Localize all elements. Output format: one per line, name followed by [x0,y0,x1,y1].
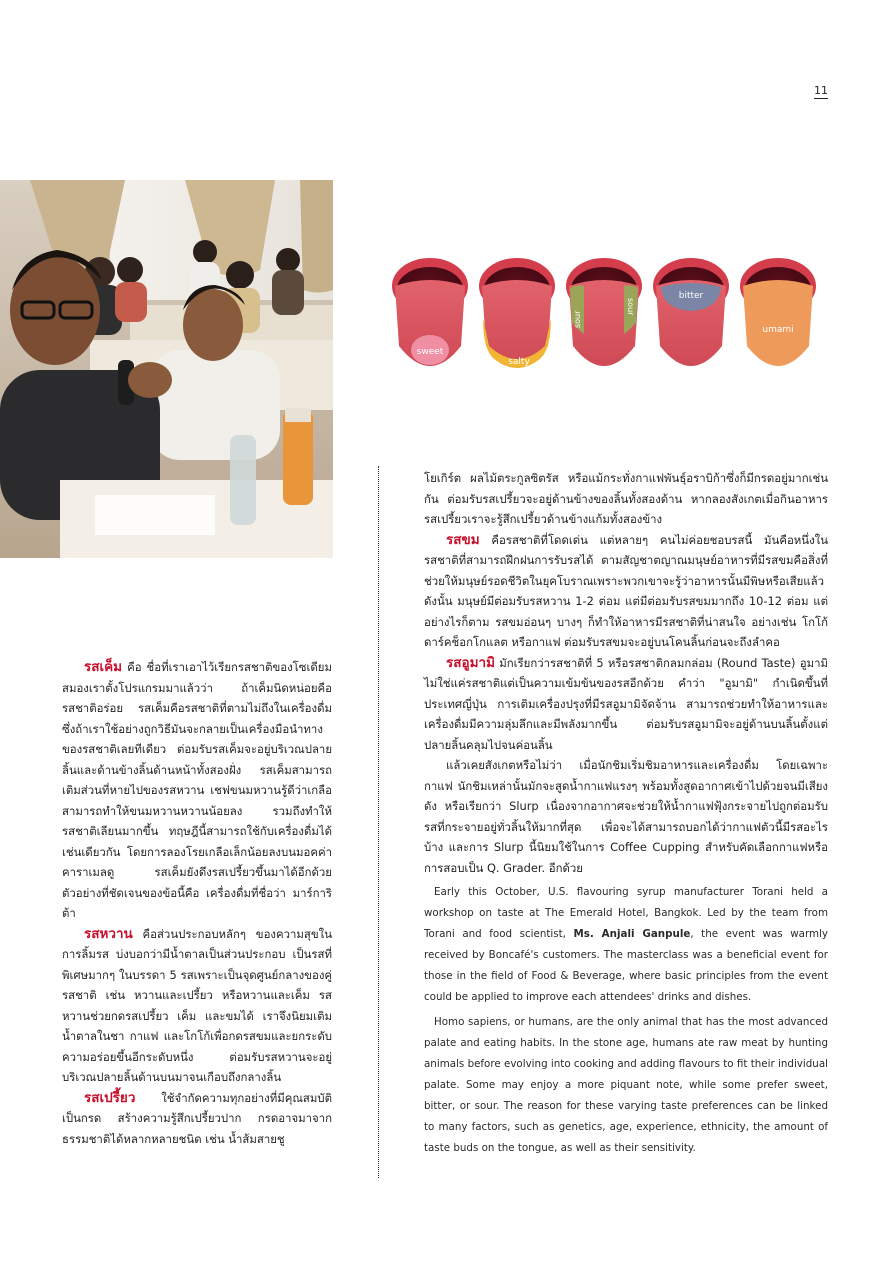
tongue-bitter [653,258,729,366]
label-bitter: bitter [678,291,704,301]
paragraph-sour [62,1088,332,1150]
english-text: Early this October, U.S. flavouring syrup manufacturer Torani held a workshop on taste at The Emerald Hotel, Bangkok. Led by the team from Torani and food scientist, [424,886,828,940]
text-sweet: คือส่วนประกอบหลักๆ ของความสุขในการลิ้มรส บ่งบอกว่ามีน้ำตาลเป็นส่วนประกอบ เป็นรสที่พิเศษมากๆ ในบรรดา 5 รสเพราะเป็นจุดศูนย์กลางของคู่รสชาติ เช่น หวานและเปรี้ยว หรือหวานและเค็ม รสหวานช่วยกดรสเปรี้ยว เค็ม และขมได้ เราจึงนิยมเติมน้ำตาลในชา กาแฟ และโกโก้เพื่อกดรสขมและยกระดับความอร่อยขึ้นอีกระดับหนึ่ง ต่อมรับรสหวานจะอยู่บริเวณปลายลิ้นด้านบนมาจนเกือบถึงกลางลิ้น [62,926,332,1084]
heading-sweet: รสหวาน [84,925,133,942]
speaker-name: Ms. Anjali Ganpule [573,928,691,940]
heading-bitter: รสขม [446,531,480,548]
left-column [62,657,332,1149]
tongue-sweet [392,258,468,366]
label-sweet: sweet [416,347,444,357]
page-number: 11 [814,84,828,97]
heading-umami: รสอูมามิ [446,654,495,671]
column-divider [378,466,379,1178]
english-summary [424,882,828,1159]
workshop-photo [0,180,333,558]
label-salty: salty [508,357,530,367]
tongue-taste-diagram [390,256,822,376]
paragraph-umami [424,653,828,756]
text-bitter: คือรสชาติที่โดดเด่น แต่หลายๆ คนไม่ค่อยชอบรสนี้ มันคือหนึ่งในรสชาติที่สามารถฝึกฝนการรับรสได้ ตามสัญชาตญาณมนุษย์อาหารที่มีรสขมคือสิ่งที่ช่วยให้มนุษย์รอดชีวิตในยุคโบราณเพราะพวกเขาจะรู้ว่าอาหารนั้นมีพิษหรือเสียแล้ว ดังนั้น มนุษย์มีต่อมรับรสหวาน 1-2 ต่อม แต่มีต่อมรับรสขมมากถึง 10-12 ต่อม แต่อย่างไรก็ตาม รสขมอ่อนๆ บางๆ ก็ทำให้อาหารมีรสชาติที่น่าสนใจ อย่างเช่น โกโก้ ดาร์คช็อกโกแลต หรือกาแฟ ต่อมรับรสขมจะอยู่บนโคนลิ้นก่อนจะถึงลำคอ [424,532,828,649]
english-paragraph-1 [424,882,828,1008]
english-paragraph-2: Homo sapiens, or humans, are the only animal that has the most advanced palate and eating habits. In the stone age, humans ate raw meat by hunting animals before evolving into cooking and adding flavours to fit their individual palate. Some may enjoy a more piquant note, while some prefer sweet, bitter, or sour. The reason for these varying taste preferences can be linked to many factors, such as genetics, age, experience, ethnicity, the amount of taste buds on the tongue, as well as their sensitivity. [424,1016,828,1154]
text-sour: ใช้จำกัดความทุกอย่างที่มีคุณสมบัติเป็นกรด สร้างความรู้สึกเปรี้ยวปาก กรดอาจมาจากธรรมชาติได้หลากหลายชนิด เช่น น้ำส้มสายชู [62,1090,332,1146]
paragraph-sour-continued: โยเกิร์ต ผลไม้ตระกูลซิตรัส หรือแม้กระทั่งกาแฟพันธุ์อราบิก้าซึ่งก็มีกรดอยู่มากเช่นกัน ต่อมรับรสเปรี้ยวจะอยู่ด้านข้างของลิ้นทั้งสองด้าน หากลองสังเกตเมื่อกินอาหารรสเปรี้ยวเราจะรู้สึกเปรี้ยวด้านข้างแก้มทั้งสองข้าง [424,471,828,526]
heading-salty: รสเค็ม [84,659,123,675]
label-sour-right: sour [626,298,635,316]
tongue-umami [740,258,816,366]
text-salty: คือ ชื่อที่เราเอาไว้เรียกรสชาติของโซเดียม สมองเราตั้งโปรแกรมมาแล้วว่า ถ้าเค็มนิดหน่อยคือรสชาติอร่อย รสเค็มคือรสชาติที่ตามไม่ถึงในเครื่องดื่ม ซึ่งถ้าเราใช้อย่างถูกวิธีมันจะกลายเป็นเครื่องมือนำทางของรสชาติเลยทีเดียว ต่อมรับรสเค็มจะอยู่บริเวณปลายลิ้นและด้านข้างลิ้นด้านหน้าทั้งสองฝั่ง รสเค็มสามารถเติมส่วนที่หายไปของรสหวาน เชฟขนมหวานรู้ดีว่าเกลือสามารถทำให้ขนมหวานหวานน้อยลง รวมถึงทำให้รสชาติเลียนมากขึ้น ทฤษฎีนี้สามารถใช้กับเครื่องดื่มได้เช่นเดียวกัน โดยการลองโรยเกลือเล็กน้อยลงบนมอคค่าคาราเมลดู รสเค็มยังดึงรสเปรี้ยวขึ้นมาได้อีกด้วย ตัวอย่างที่ชัดเจนของข้อนี้คือ เครื่องดื่มที่ชื่อว่า มาร์การิต้า [62,660,332,920]
text-umami: มักเรียกว่ารสชาติที่ 5 หรือรสชาติกลมกล่อม (Round Taste) อูมามิไม่ใช่แค่รสชาติแต่เป็นความเข้มข้นของรสอีกด้วย คำว่า "อูมามิ" กำเนิดขึ้นที่ประเทศญี่ปุ่น การเติมเครื่องปรุงที่มีรสอูมามิจัดจ้าน สามารถช่วยทำให้อาหารและเครื่องดื่มมีความลุ่มลึกและมีพลังมากขึ้น ต่อมรับรสอูมามิจะอยู่ด้านบนลิ้นตั้งแต่ปลายลิ้นคลุมไปจนค่อนลิ้น [424,655,828,752]
paragraph-slurp: แล้วเคยสังเกตหรือไม่ว่า เมื่อนักชิมเริ่มชิมอาหารและเครื่องดื่ม โดยเฉพาะกาแฟ นักชิมเหล่านั้นมักจะสูดน้ำกาแฟแรงๆ พร้อมทั้งสูดอากาศเข้าไปด้วยจนมีเสียงดัง หรือเรียกว่า Slurp เนื่องจากอากาศจะช่วยให้น้ำกาแฟฟุ้งกระจายไปถูกต่อมรับรสที่กระจายอยู่ทั่วลิ้นให้มากที่สุด เพื่อจะได้สามารถบอกได้ว่ากาแฟตัวนี้มีรสอะไรบ้าง และการ Slurp นี้นิยมใช้ในการ Coffee Cupping สำหรับคัดเลือกกาแฟหรือการสอบเป็น Q. Grader. อีกด้วย [424,758,828,875]
tongue-sour [566,258,642,366]
label-sour-left: sour [573,310,582,328]
english-text: , the event was warmly received by Boncafé's customers. The masterclass was a beneficial event for those in the field of Food & Beverage, where basic principles from the event could be applied to improve each attendees' drinks and dishes. [424,928,828,1003]
paragraph-salty [62,657,332,924]
tongue-salty [479,258,555,368]
paragraph-bitter [424,530,828,653]
paragraph-sweet [62,924,332,1088]
label-umami: umami [762,325,794,335]
heading-sour: รสเปรี้ยว [84,1089,136,1106]
right-column [424,468,828,1159]
